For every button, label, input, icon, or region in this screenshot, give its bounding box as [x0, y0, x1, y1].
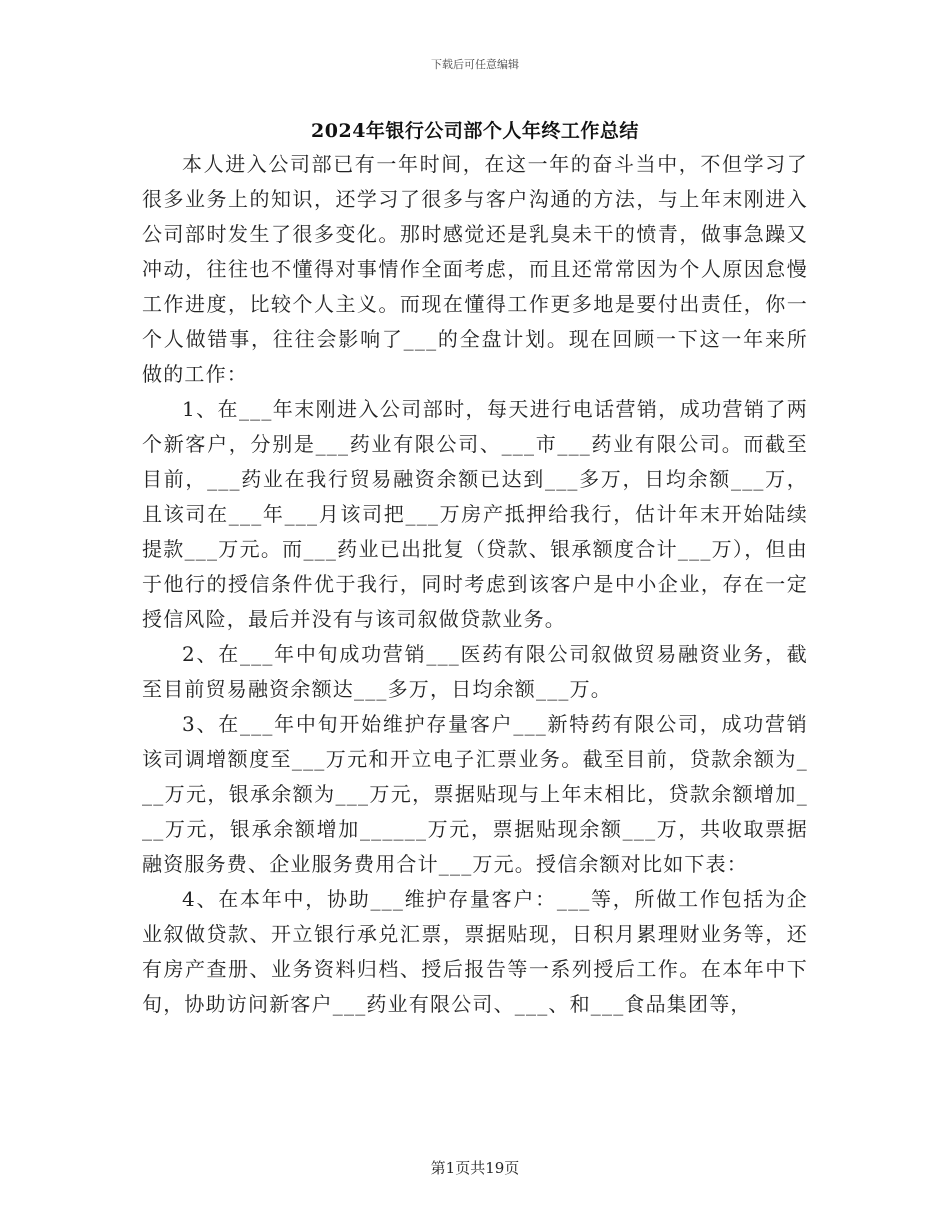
- paragraph-item-4: 4、在本年中，协助___维护存量客户：___等，所做工作包括为企业叙做贷款、开立银行承兑汇票，票据贴现，日积月累理财业务等，还有房产查册、业务资料归档、授后报告等一系列授后工作。在本年中下旬，协助访问新客户___药业有限公司、___、和___食品集团等，: [142, 887, 808, 1016]
- document-title: 2024年银行公司部个人年终工作总结: [311, 120, 639, 142]
- page-number: 第1页共19页: [430, 1159, 520, 1177]
- paragraph-intro: 本人进入公司部已有一年时间，在这一年的奋斗当中，不但学习了很多业务上的知识，还学习了很多与客户沟通的方法，与上年末刚进入公司部时发生了很多变化。那时感觉还是乳臭未干的愤青，做事急躁又冲动，往往也不懂得对事情作全面考虑，而且还常常因为个人原因怠慢工作进度，比较个人主义。而现在懂得工作更多地是要付出责任，你一个人做错事，往往会影响了___的全盘计划。现在回顾一下这一年来所做的工作：: [142, 152, 808, 386]
- paragraph-item-2: 2、在___年中旬成功营销___医药有限公司叙做贸易融资业务，截至目前贸易融资余额达___多万，日均余额___万。: [142, 642, 808, 701]
- paragraph-item-3: 3、在___年中旬开始维护存量客户___新特药有限公司，成功营销该司调增额度至___万元和开立电子汇票业务。截至目前，贷款余额为___万元，银承余额为___万元，票据贴现与上年末相比，贷款余额增加___万元，银承余额增加______万元，票据贴现余额___万，共收取票据融资服务费、企业服务费用合计___万元。授信余额对比如下表：: [142, 712, 808, 876]
- document-body: [142, 147, 808, 1022]
- header-note: 下载后可任意编辑: [431, 58, 519, 71]
- paragraph-item-1: 1、在___年末刚进入公司部时，每天进行电话营销，成功营销了两个新客户，分别是___药业有限公司、___市___药业有限公司。而截至目前，___药业在我行贸易融资余额已达到___多万，日均余额___万，且该司在___年___月该司把___万房产抵押给我行，估计年末开始陆续提款___万元。而___药业已出批复（贷款、银承额度合计___万），但由于他行的授信条件优于我行，同时考虑到该客户是中小企业，存在一定授信风险，最后并没有与该司叙做贷款业务。: [142, 397, 808, 631]
